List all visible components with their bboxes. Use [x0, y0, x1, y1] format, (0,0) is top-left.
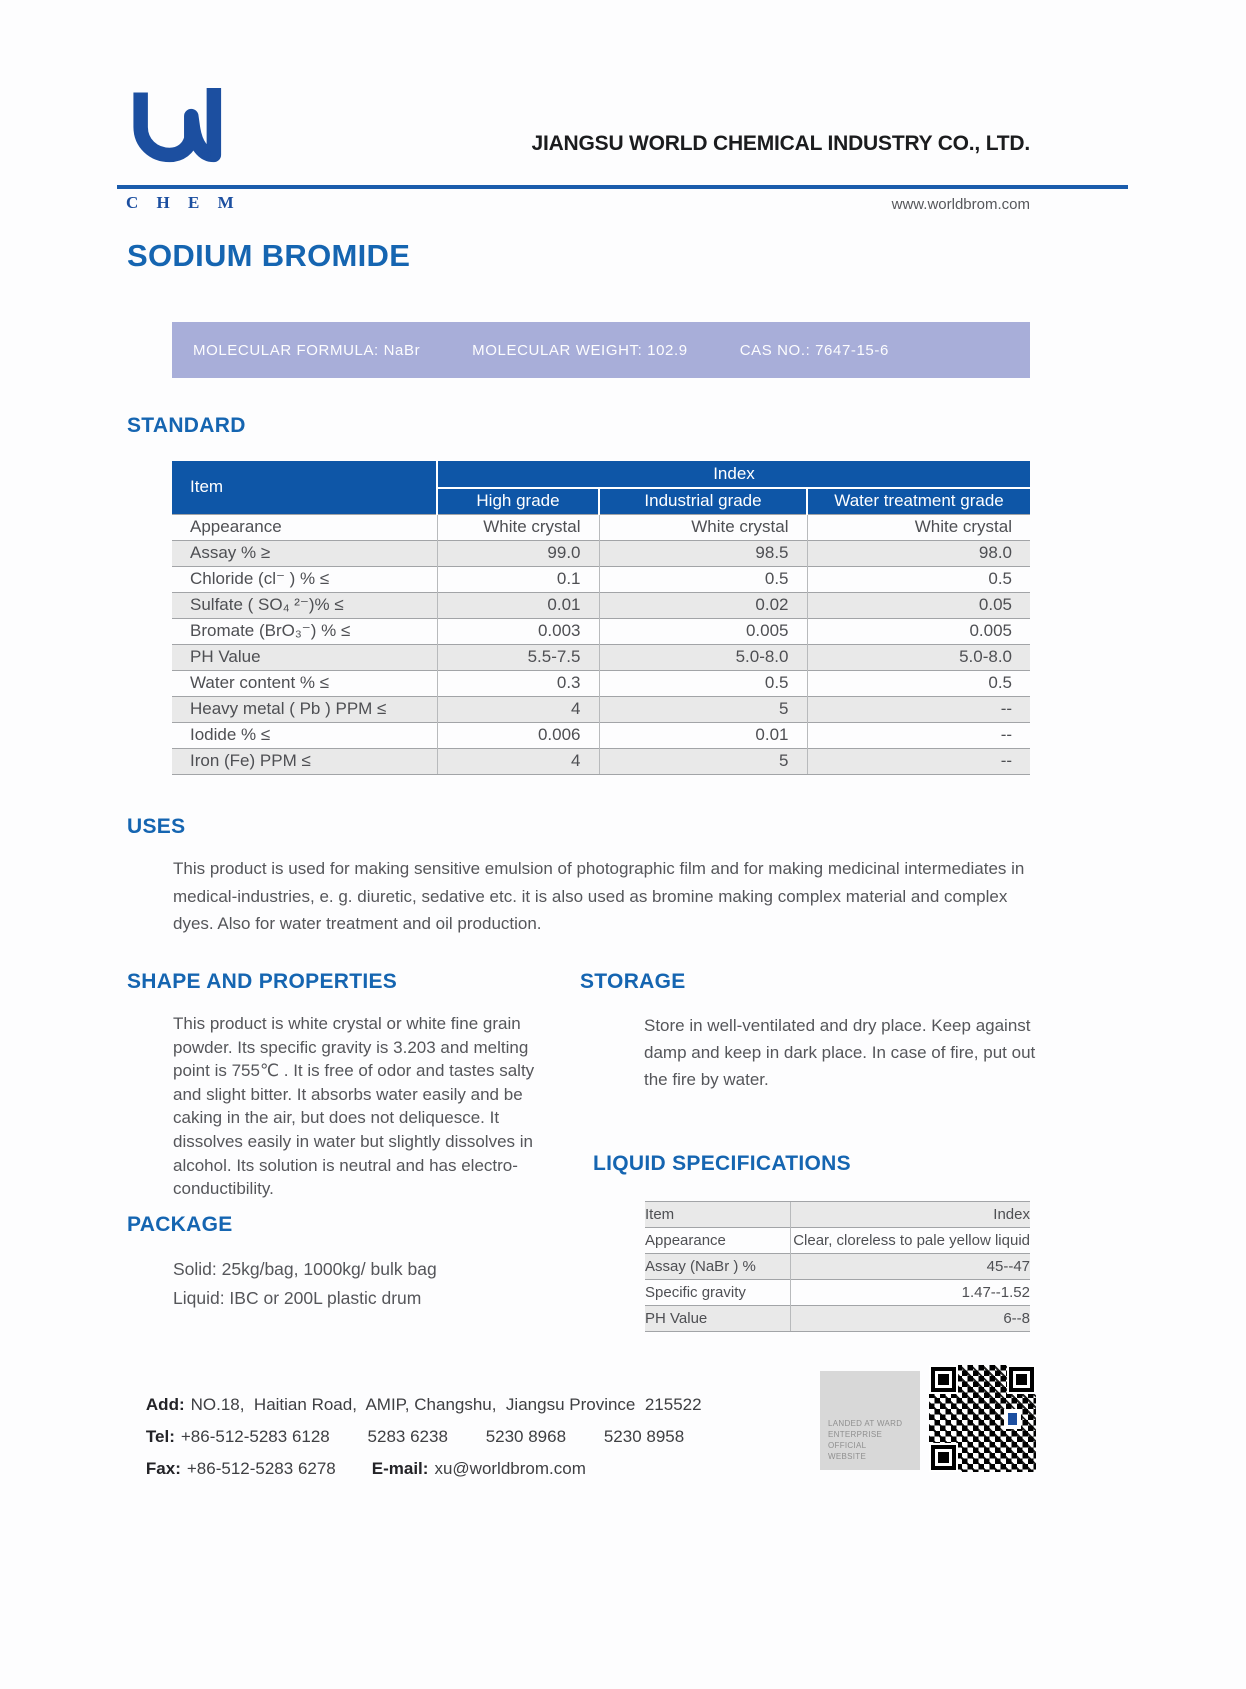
value-cell: --: [807, 722, 1030, 748]
value-cell: 5.5-7.5: [437, 644, 599, 670]
value-cell: 6--8: [790, 1306, 1030, 1332]
table-row: [172, 748, 1030, 774]
item-cell: Bromate (BrO₃⁻) % ≤: [172, 618, 437, 644]
item-cell: Iodide % ≤: [172, 722, 437, 748]
value-cell: 0.5: [807, 566, 1030, 592]
table-row: [645, 1280, 1030, 1306]
value-cell: 0.006: [437, 722, 599, 748]
item-cell: Appearance: [645, 1228, 790, 1254]
table-row: [172, 514, 1030, 540]
header-rule: [117, 185, 1128, 189]
qr-finder-icon: [931, 1367, 956, 1392]
qr-finder-icon: [931, 1445, 956, 1470]
uses-text: This product is used for making sensitive emulsion of photographic film and for making medicinal intermediates in medical-industries, e. g. diuretic, sedative etc. it is also used as bromine making complex material and complex dyes. Also for water treatment and oil production.: [173, 859, 1025, 933]
value-cell: 0.005: [599, 618, 807, 644]
uses-heading: USES: [127, 815, 186, 838]
value-cell: 0.5: [807, 670, 1030, 696]
fax-value: +86-512-5283 6278: [186, 1459, 336, 1478]
standard-heading: STANDARD: [127, 414, 246, 437]
value-cell: 0.01: [437, 592, 599, 618]
item-cell: Appearance: [172, 514, 437, 540]
storage-text: Store in well-ventilated and dry place. Keep against damp and keep in dark place. In case of fire, put out the fire by water.: [644, 1016, 1036, 1089]
item-column-header: Item: [172, 461, 437, 514]
item-cell: Heavy metal ( Pb ) PPM ≤: [172, 696, 437, 722]
value-cell: 4: [437, 696, 599, 722]
table-row: [172, 618, 1030, 644]
table-header-row: [645, 1202, 1030, 1228]
value-cell: --: [807, 696, 1030, 722]
value-cell: 0.01: [599, 722, 807, 748]
value-cell: 5.0-8.0: [599, 644, 807, 670]
email-value[interactable]: xu@worldbrom.com: [434, 1459, 586, 1478]
item-cell: Chloride (cl⁻ ) % ≤: [172, 566, 437, 592]
item-cell: Specific gravity: [645, 1280, 790, 1306]
grade-header: Industrial grade: [599, 488, 807, 514]
molecular-formula: MOLECULAR FORMULA: NaBr: [193, 341, 421, 359]
table-row: [172, 592, 1030, 618]
package-solid-line: Solid: 25kg/bag, 1000kg/ bulk bag: [173, 1259, 437, 1279]
value-cell: 5: [599, 748, 807, 774]
value-cell: White crystal: [437, 514, 599, 540]
item-cell: Assay % ≥: [172, 540, 437, 566]
liquid-specifications-heading: LIQUID SPECIFICATIONS: [593, 1152, 851, 1175]
value-cell: 0.02: [599, 592, 807, 618]
value-cell: 98.5: [599, 540, 807, 566]
value-cell: White crystal: [807, 514, 1030, 540]
table-row: [172, 670, 1030, 696]
table-row: [172, 540, 1030, 566]
item-column-header: Item: [645, 1202, 790, 1228]
address-label: Add:: [145, 1395, 185, 1414]
item-cell: Iron (Fe) PPM ≤: [172, 748, 437, 774]
item-cell: Sulfate ( SO₄ ²⁻)% ≤: [172, 592, 437, 618]
table-row: [172, 566, 1030, 592]
grade-header: High grade: [437, 488, 599, 514]
item-cell: PH Value: [172, 644, 437, 670]
telephone-value: +86-512-5283 6128 5283 6238 5230 8968 5230 8958: [180, 1427, 685, 1446]
value-cell: 0.3: [437, 670, 599, 696]
qr-finder-icon: [1009, 1367, 1034, 1392]
value-cell: 1.47--1.52: [790, 1280, 1030, 1306]
page-title: SODIUM BROMIDE: [127, 238, 411, 273]
qr-code: [929, 1365, 1036, 1472]
standard-table: [172, 461, 1030, 775]
table-row: [172, 696, 1030, 722]
logo-chem-text: C H E M: [126, 193, 241, 212]
value-cell: 0.5: [599, 670, 807, 696]
table-row: [645, 1228, 1030, 1254]
value-cell: White crystal: [599, 514, 807, 540]
item-cell: PH Value: [645, 1306, 790, 1332]
grade-header: Water treatment grade: [807, 488, 1030, 514]
company-name: JIANGSU WORLD CHEMICAL INDUSTRY CO., LTD.: [531, 132, 1030, 155]
value-cell: 99.0: [437, 540, 599, 566]
value-cell: 4: [437, 748, 599, 774]
value-cell: 0.005: [807, 618, 1030, 644]
value-cell: Clear, cloreless to pale yellow liquid: [790, 1228, 1030, 1254]
registered-trademark-icon: ®: [201, 146, 212, 162]
qr-logo-icon: [1004, 1409, 1021, 1429]
molecular-weight: MOLECULAR WEIGHT: 102.9: [472, 341, 688, 359]
index-column-header: Index: [790, 1202, 1030, 1228]
telephone-label: Tel:: [145, 1427, 175, 1446]
stamp-text: LANDED AT WARD ENTERPRISE OFFICIAL WEBSITE: [828, 1419, 903, 1461]
package-text: [173, 1255, 437, 1313]
website-stamp: [820, 1371, 920, 1470]
shape-properties-heading: SHAPE AND PROPERTIES: [127, 970, 398, 993]
value-cell: 0.1: [437, 566, 599, 592]
index-column-header: Index: [437, 461, 1030, 488]
table-row: [645, 1306, 1030, 1332]
fax-email-line: [127, 1439, 586, 1499]
table-header-row: [172, 461, 1030, 488]
table-row: [172, 644, 1030, 670]
product-banner: [172, 322, 1030, 378]
value-cell: 5: [599, 696, 807, 722]
address-value: NO.18, Haitian Road, AMIP, Changshu, Jiangsu Province 215522: [190, 1395, 702, 1414]
value-cell: 98.0: [807, 540, 1030, 566]
fax-label: Fax:: [145, 1459, 181, 1478]
website-link[interactable]: www.worldbrom.com: [891, 196, 1030, 213]
package-heading: PACKAGE: [127, 1213, 233, 1236]
value-cell: 5.0-8.0: [807, 644, 1030, 670]
email-label: E-mail:: [371, 1459, 429, 1478]
table-row: [172, 722, 1030, 748]
value-cell: 0.05: [807, 592, 1030, 618]
value-cell: 45--47: [790, 1254, 1030, 1280]
value-cell: --: [807, 748, 1030, 774]
cas-number: CAS NO.: 7647-15-6: [739, 341, 889, 359]
value-cell: 0.003: [437, 618, 599, 644]
package-liquid-line: Liquid: IBC or 200L plastic drum: [173, 1288, 422, 1308]
shape-properties-text: This product is white crystal or white fine grain powder. Its specific gravity is 3.203 and melting point is 755℃ . It is free of odor and tastes salty and slight bitter. It absorbs water easily and be caking in the air, but does not deliquesce. It dissolves easily in water but slightly dissolves in alcohol. Its solution is neutral and has electro-conductibility.: [173, 1014, 535, 1199]
value-cell: 0.5: [599, 566, 807, 592]
item-cell: Assay (NaBr ) %: [645, 1254, 790, 1280]
storage-heading: STORAGE: [580, 970, 686, 993]
item-cell: Water content % ≤: [172, 670, 437, 696]
table-row: [645, 1254, 1030, 1280]
liquid-specifications-table: [645, 1201, 1030, 1332]
